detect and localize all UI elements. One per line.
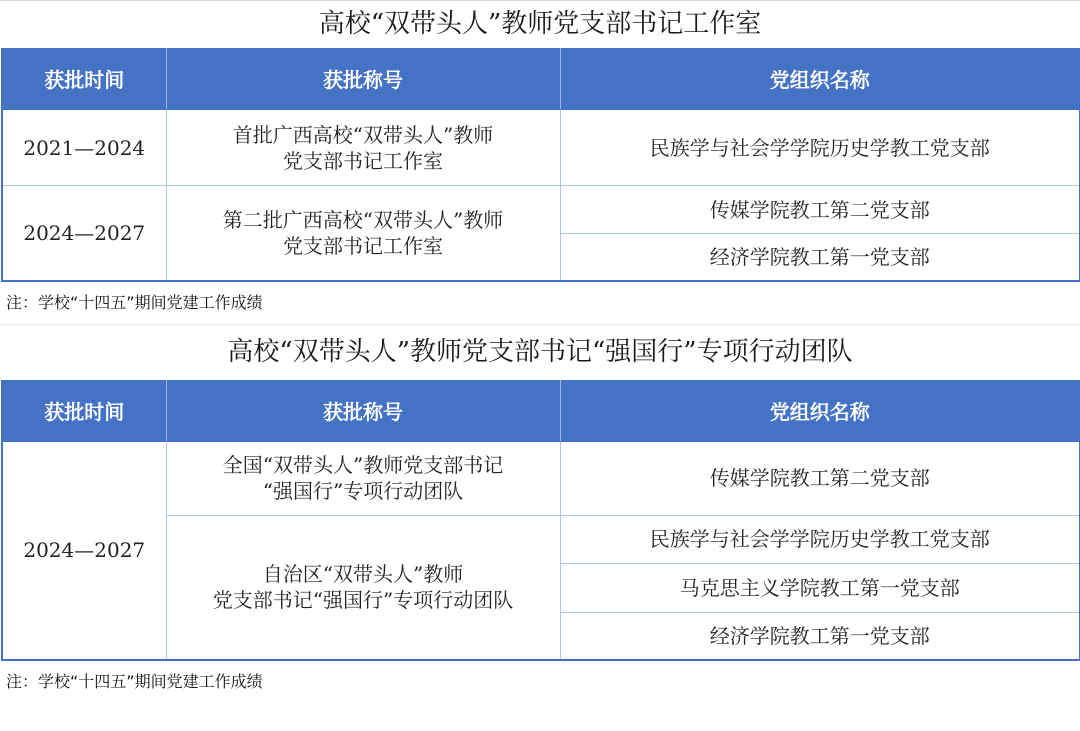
- honor-cell: [166, 110, 560, 186]
- team-table: [1, 380, 1080, 662]
- honor-line: “强国行”专项行动团队: [262, 479, 464, 503]
- header-party-org: 党组织名称: [560, 48, 1080, 110]
- header-honor-title: 获批称号: [166, 48, 560, 110]
- footnote: 注：学校“十四五”期间党建工作成绩: [6, 292, 263, 312]
- honor-line: 首批广西高校“双带头人”教师: [232, 122, 494, 147]
- honor-line: 党支部书记“强国行”专项行动团队: [212, 588, 514, 613]
- honor-line: 自治区“双带头人”教师: [262, 562, 464, 587]
- org-cell: 马克思主义学院教工第一党支部: [560, 563, 1080, 612]
- header-party-org: 党组织名称: [560, 380, 1080, 442]
- period-cell: 2024—2027: [2, 186, 166, 281]
- honor-cell: [166, 441, 560, 515]
- table-row: [2, 186, 1080, 234]
- section-team: [0, 324, 1080, 704]
- honor-line: 党支部书记工作室: [283, 233, 443, 258]
- header-approval-time: 获批时间: [2, 48, 166, 110]
- table-row: [2, 441, 1080, 515]
- org-cell: 经济学院教工第一党支部: [560, 234, 1080, 281]
- honor-line: 第二批广西高校“双带头人”教师: [222, 207, 504, 232]
- honor-cell: [166, 186, 560, 281]
- header-approval-time: 获批时间: [2, 380, 166, 442]
- table-title-team: 高校“双带头人”教师党支部书记“强国行”专项行动团队: [0, 324, 1080, 380]
- section-studio: [0, 0, 1080, 324]
- footnote: 注：学校“十四五”期间党建工作成绩: [6, 672, 263, 691]
- org-cell: 民族学与社会学学院历史学教工党支部: [560, 110, 1080, 186]
- honor-cell: [166, 515, 560, 660]
- studio-table: [1, 48, 1080, 282]
- org-cell: 传媒学院教工第二党支部: [560, 441, 1080, 515]
- table-title-studio: 高校“双带头人”教师党支部书记工作室: [0, 0, 1080, 48]
- period-cell: 2021—2024: [2, 110, 166, 186]
- header-row: [2, 380, 1080, 442]
- header-row: [2, 48, 1080, 110]
- honor-line: 全国“双带头人”教师党支部书记: [222, 453, 504, 477]
- org-cell: 传媒学院教工第二党支部: [560, 186, 1080, 234]
- table-row: [2, 110, 1080, 186]
- org-cell: 经济学院教工第一党支部: [560, 612, 1080, 660]
- honor-line: 党支部书记工作室: [283, 148, 443, 173]
- org-cell: 民族学与社会学学院历史学教工党支部: [560, 515, 1080, 563]
- period-cell: 2024—2027: [2, 441, 166, 660]
- header-honor-title: 获批称号: [166, 380, 560, 442]
